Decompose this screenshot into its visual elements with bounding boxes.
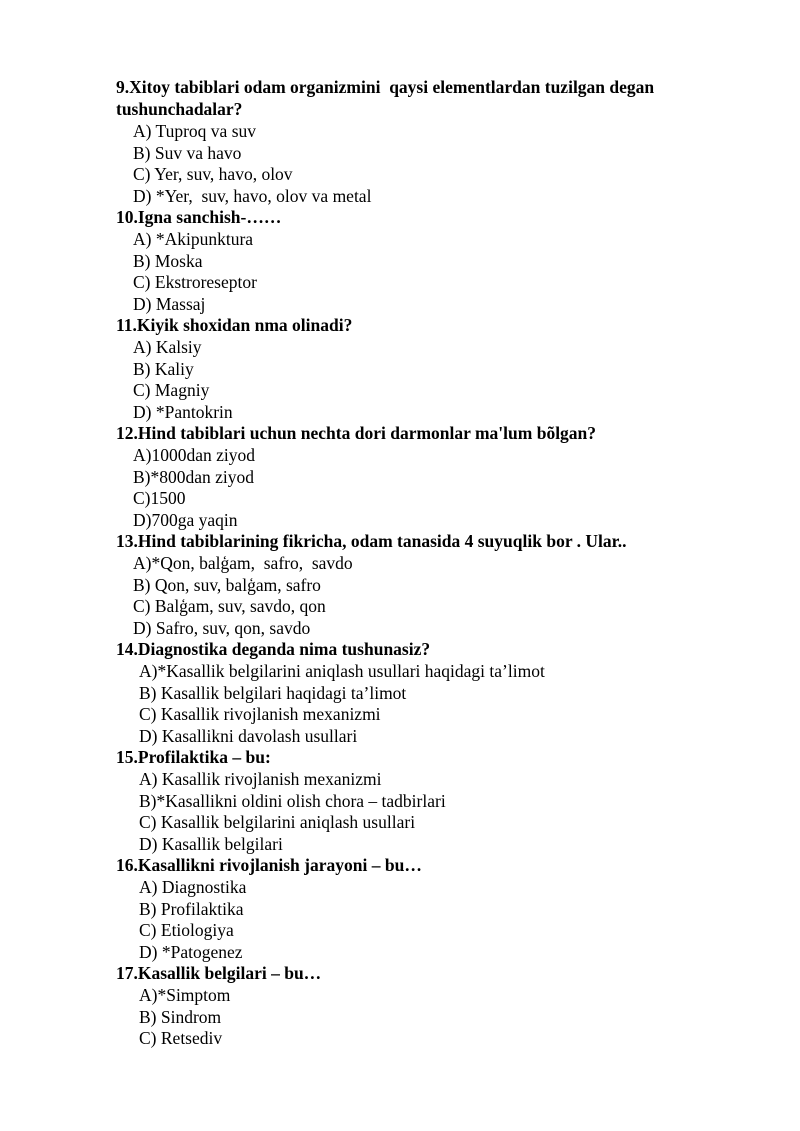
answer-option: C) Balģam, suv, savdo, qon (133, 596, 326, 616)
question-title: 16.Kasallikni rivojlanish jarayoni – bu… (116, 855, 422, 875)
answer-option: C) Ekstroreseptor (133, 272, 257, 292)
answer-option: A)1000dan ziyod (133, 445, 255, 465)
answer-option: C) Kasallik belgilarini aniqlash usullari (139, 812, 416, 832)
answer-option: B) Moska (133, 251, 203, 271)
answer-option: A)*Kasallik belgilarini aniqlash usullari haqidagi ta’limot (139, 661, 545, 681)
answer-option: A) Kalsiy (133, 337, 202, 357)
answer-option: C) Retsediv (139, 1028, 223, 1048)
question-title: 14.Diagnostika deganda nima tushunasiz? (116, 639, 431, 659)
answer-option: A)*Qon, balģam, safro, savdo (133, 553, 353, 573)
answer-option: C) Magniy (133, 380, 210, 400)
answer-option: C) Yer, suv, havo, olov (133, 164, 293, 184)
answer-option: B) Suv va havo (133, 143, 242, 163)
answer-option: D) *Patogenez (139, 942, 243, 962)
answer-option: B) Profilaktika (139, 899, 244, 919)
answer-option: D)700ga yaqin (133, 510, 238, 530)
answer-option: B) Sindrom (139, 1007, 222, 1027)
answer-option: D) Safro, suv, qon, savdo (133, 618, 311, 638)
answer-option: B) Kaliy (133, 359, 194, 379)
answer-option: C) Kasallik rivojlanish mexanizmi (139, 704, 381, 724)
answer-option: C) Etiologiya (139, 920, 234, 940)
question-title: 15.Profilaktika – bu: (116, 747, 271, 767)
question-title: 9.Xitoy tabiblari odam organizmini qaysi elementlardan tuzilgan degan (116, 77, 655, 97)
answer-option: B)*800dan ziyod (133, 467, 255, 487)
question-title: 12.Hind tabiblari uchun nechta dori darmonlar ma'lum bõlgan? (116, 423, 597, 443)
answer-option: D) Massaj (133, 294, 206, 314)
answer-option: A) Kasallik rivojlanish mexanizmi (139, 769, 382, 789)
question-title: 11.Kiyik shoxidan nma olinadi? (116, 315, 353, 335)
answer-option: D) Kasallikni davolash usullari (139, 726, 358, 746)
question-title: 13.Hind tabiblarining fikricha, odam tanasida 4 suyuqlik bor . Ular.. (116, 531, 627, 551)
question-title: tushunchadalar? (116, 99, 243, 119)
answer-option: A)*Simptom (139, 985, 231, 1005)
answer-option: B) Qon, suv, balģam, safro (133, 575, 321, 595)
question-title: 17.Kasallik belgilari – bu… (116, 963, 322, 983)
answer-option: D) Kasallik belgilari (139, 834, 283, 854)
answer-option: B)*Kasallikni oldini olish chora – tadbirlari (139, 791, 446, 811)
answer-option: B) Kasallik belgilari haqidagi ta’limot (139, 683, 407, 703)
answer-option: A) *Akipunktura (133, 229, 254, 249)
answer-option: C)1500 (133, 488, 186, 508)
answer-option: A) Diagnostika (139, 877, 247, 897)
answer-option: A) Tuproq va suv (133, 121, 257, 141)
answer-option: D) *Pantokrin (133, 402, 233, 422)
answer-option: D) *Yer, suv, havo, olov va metal (133, 186, 372, 206)
question-title: 10.Igna sanchish-…… (116, 207, 282, 227)
